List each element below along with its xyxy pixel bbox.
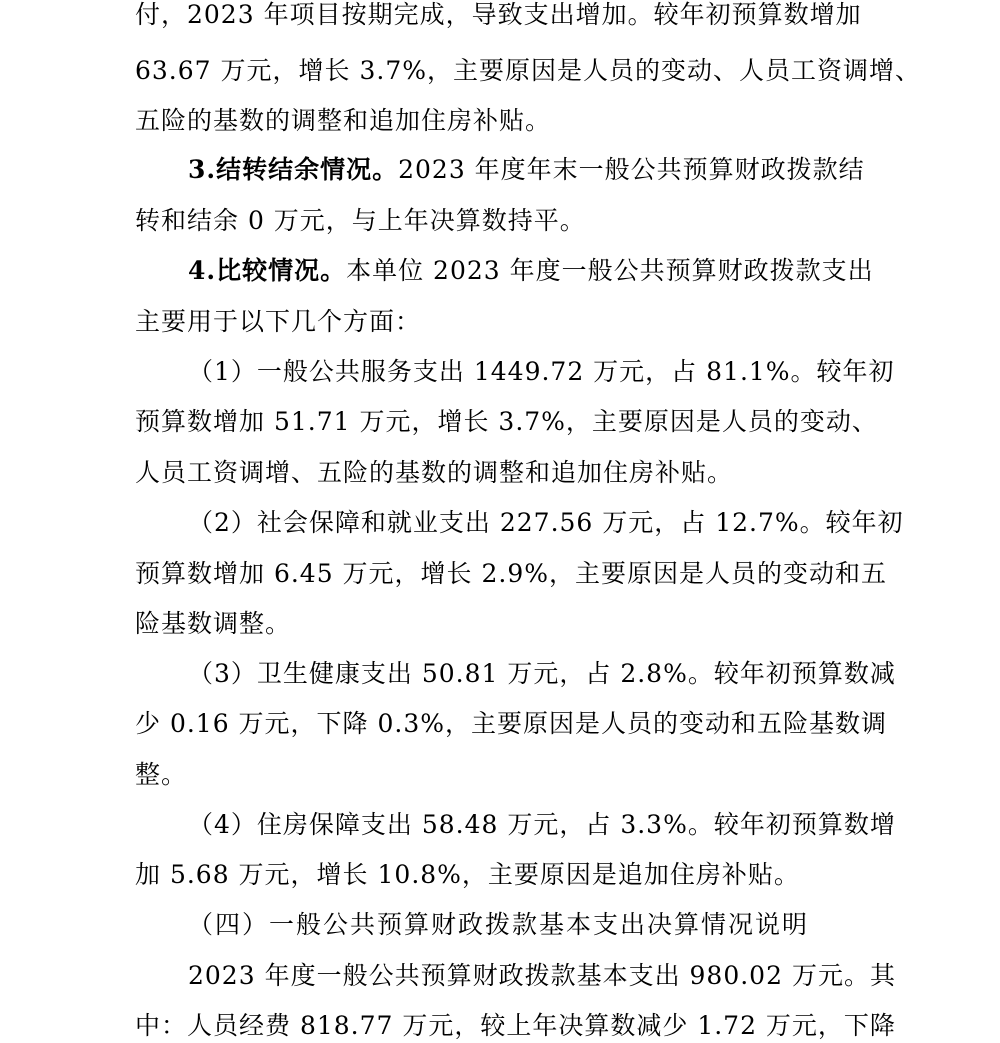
paragraph-first-line — [188, 153, 865, 187]
paragraph-heading: 3.结转结余情况。 — [188, 155, 399, 184]
list-item-line: 整。 — [135, 760, 188, 789]
paragraph-line: 主要用于以下几个方面： — [135, 307, 422, 336]
list-item-line: 加 5.68 万元，增长 10.8%，主要原因是追加住房补贴。 — [135, 860, 800, 889]
list-item-line: 少 0.16 万元，下降 0.3%，主要原因是人员的变动和五险基数调 — [135, 709, 888, 738]
list-item-line: （1）一般公共服务支出 1449.72 万元，占 81.1%。较年初 — [188, 357, 895, 386]
list-item-line: 人员工资调增、五险的基数的调整和追加住房补贴。 — [135, 458, 734, 487]
list-item-line: 预算数增加 51.71 万元，增长 3.7%，主要原因是人员的变动、 — [135, 407, 878, 436]
list-item-line: 险基数调整。 — [135, 609, 292, 638]
list-item-line: （3）卫生健康支出 50.81 万元，占 2.8%。较年初预算数减 — [188, 659, 896, 688]
paragraph-text: 2023 年度年末一般公共预算财政拨款结 — [398, 155, 865, 184]
paragraph-first-line — [188, 254, 874, 288]
paragraph-line: 五险的基数的调整和追加住房补贴。 — [135, 106, 552, 135]
list-item-line: （4）住房保障支出 58.48 万元，占 3.3%。较年初预算数增 — [188, 810, 896, 839]
paragraph-line: 付，2023 年项目按期完成，导致支出增加。较年初预算数增加 — [135, 0, 862, 29]
paragraph-heading: 4.比较情况。 — [188, 256, 347, 285]
paragraph-line: 63.67 万元，增长 3.7%，主要原因是人员的变动、人员工资调增、 — [135, 56, 921, 85]
paragraph-line: 转和结余 0 万元，与上年决算数持平。 — [135, 206, 586, 235]
paragraph-line: 2023 年度一般公共预算财政拨款基本支出 980.02 万元。其 — [188, 961, 896, 990]
list-item-line: 预算数增加 6.45 万元，增长 2.9%，主要原因是人员的变动和五 — [135, 559, 888, 588]
list-item-line: （2）社会保障和就业支出 227.56 万元，占 12.7%。较年初 — [188, 508, 904, 537]
section-heading: （四）一般公共预算财政拨款基本支出决算情况说明 — [188, 910, 810, 939]
paragraph-line: 中：人员经费 818.77 万元，较上年决算数减少 1.72 万元，下降 — [135, 1011, 896, 1040]
paragraph-text: 本单位 2023 年度一般公共预算财政拨款支出 — [346, 256, 874, 285]
